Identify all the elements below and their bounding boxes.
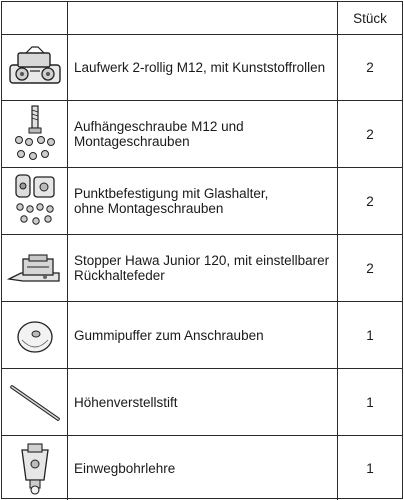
- row-description: Laufwerk 2-rollig M12, mit Kunststoffrollen: [68, 35, 338, 100]
- height-adjust-pin-icon: [2, 369, 68, 435]
- table-row: [2, 369, 402, 436]
- parts-table: [1, 1, 403, 499]
- stopper-icon: [2, 235, 68, 301]
- row-qty: 1: [366, 460, 374, 476]
- row-description: Punktbefestigung mit Glashalter, ohne Montageschrauben: [68, 168, 338, 234]
- table-row: [2, 101, 402, 168]
- roller-carriage-icon: [2, 35, 68, 100]
- row-description: Einwegbohrlehre: [68, 436, 338, 500]
- glass-clamp-icon: [2, 168, 68, 234]
- row-description: Höhenverstellstift: [68, 369, 338, 435]
- row-qty: 2: [366, 260, 374, 276]
- header-qty-label: Stück: [353, 10, 387, 26]
- row-qty: 2: [366, 60, 374, 75]
- table-row: [2, 436, 402, 500]
- suspension-bolt-icon: [2, 101, 68, 167]
- row-description: Stopper Hawa Junior 120, mit einstellbarer Rückhaltefeder: [68, 235, 338, 301]
- row-description: Aufhängeschraube M12 und Montageschrauben: [68, 101, 338, 167]
- table-row: [2, 168, 402, 235]
- row-qty: 2: [366, 126, 374, 142]
- rubber-buffer-icon: [2, 302, 68, 368]
- row-description: Gummipuffer zum Anschrauben: [68, 302, 338, 368]
- table-header-row: [2, 2, 402, 35]
- row-qty: 1: [366, 327, 374, 343]
- row-qty: 1: [366, 394, 374, 410]
- drilling-jig-icon: [2, 436, 68, 500]
- header-description-cell: [68, 2, 338, 34]
- table-row: [2, 302, 402, 369]
- table-row: [2, 35, 402, 101]
- table-row: [2, 235, 402, 302]
- row-qty: 2: [366, 193, 374, 209]
- header-empty-cell: [2, 2, 68, 34]
